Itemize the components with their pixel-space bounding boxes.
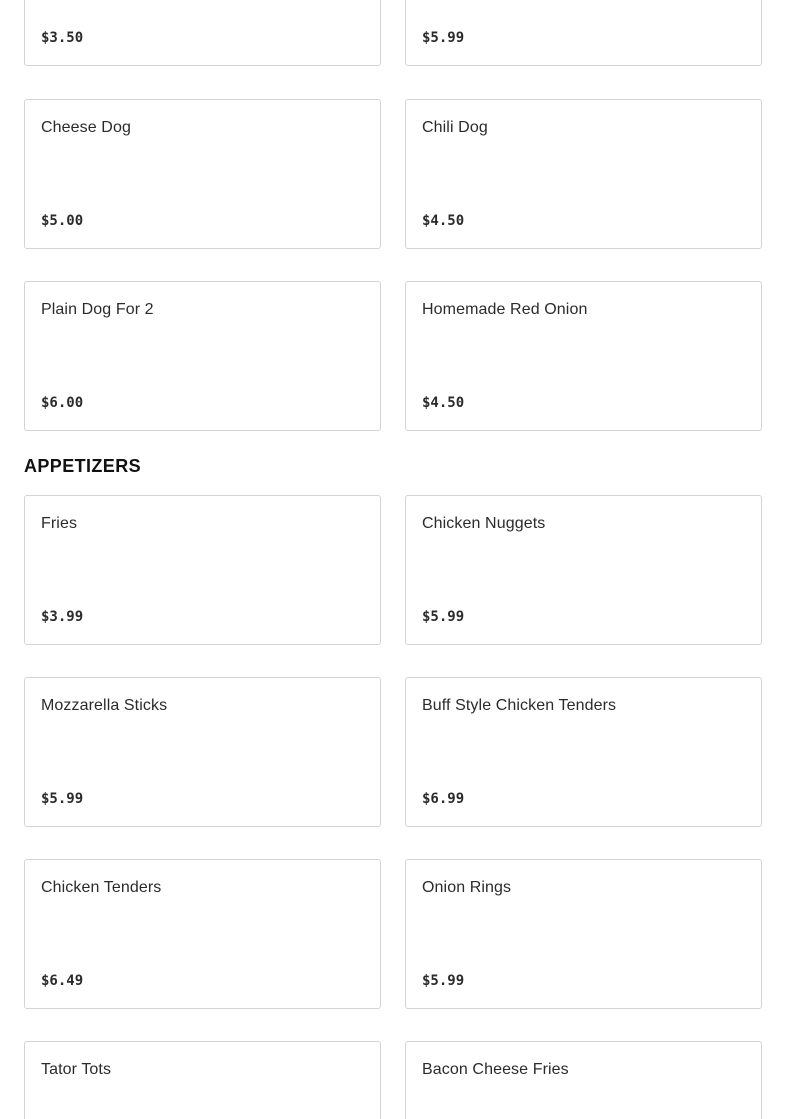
menu-item-card[interactable] xyxy=(24,1041,381,1119)
menu-item-card[interactable] xyxy=(405,99,762,249)
menu-item-card[interactable] xyxy=(405,677,762,827)
menu-item-card[interactable] xyxy=(405,281,762,431)
menu-item-name: Chicken Tenders xyxy=(41,879,162,896)
menu-item-card[interactable] xyxy=(405,495,762,645)
menu-item-price: $3.50 xyxy=(41,30,84,46)
menu-item-name: Onion Rings xyxy=(422,879,512,896)
menu-item-name: Mozzarella Sticks xyxy=(41,697,168,714)
menu-item-card[interactable] xyxy=(24,99,381,249)
menu-item-name: Chicken Nuggets xyxy=(422,515,546,532)
menu-item-price: $6.49 xyxy=(41,973,84,989)
menu-item-card[interactable] xyxy=(24,677,381,827)
menu-item-price: $4.50 xyxy=(422,395,465,411)
menu-item-price: $3.99 xyxy=(41,609,84,625)
menu-item-price: $5.99 xyxy=(422,609,465,625)
menu-item-price: $5.99 xyxy=(41,791,84,807)
menu-item-card[interactable] xyxy=(24,0,381,66)
menu-item-card[interactable] xyxy=(24,281,381,431)
section-title-appetizers: APPETIZERS xyxy=(24,456,142,476)
menu-item-card[interactable] xyxy=(24,859,381,1009)
menu-item-price: $4.50 xyxy=(422,213,465,229)
menu-item-name: Fries xyxy=(41,515,78,532)
menu-item-price: $6.00 xyxy=(41,395,84,411)
menu-item-name: Plain Dog For 2 xyxy=(41,301,154,318)
menu-item-card[interactable] xyxy=(24,495,381,645)
menu-item-name: Buff Style Chicken Tenders xyxy=(422,697,617,714)
menu-item-name: Chili Dog xyxy=(422,119,488,136)
menu-item-card[interactable] xyxy=(405,0,762,66)
menu-item-price: $5.00 xyxy=(41,213,84,229)
menu-item-name: Tator Tots xyxy=(41,1061,112,1078)
menu-item-card[interactable] xyxy=(405,859,762,1009)
menu-item-card[interactable] xyxy=(405,1041,762,1119)
menu-item-name: Homemade Red Onion xyxy=(422,301,588,318)
menu-item-price: $6.99 xyxy=(422,791,465,807)
menu-item-price: $5.99 xyxy=(422,30,465,46)
menu-item-name: Bacon Cheese Fries xyxy=(422,1061,569,1078)
menu-item-price: $5.99 xyxy=(422,973,465,989)
menu-item-name: Cheese Dog xyxy=(41,119,131,136)
